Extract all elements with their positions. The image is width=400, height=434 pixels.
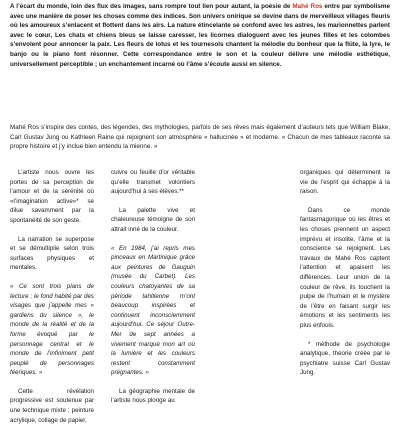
col1-paragraph: L’artiste nous ouvre les portes de sa perception de l’amour et de la sérénité où «l’imagination active»* se dilue savamment par la spontanéité de son geste. (10, 169, 94, 224)
col1-quote: « Ce sont trois plans de lecture ; le fond habité par des visages que j’appelle mes « gardiens du silence », le monde de la réalité et de la forme évoqué par le personnage central et le monde de l’infiniment petit peuplé de personnages féeriques. » (10, 282, 94, 377)
col1-paragraph: Cette révélation progressive est soutenue par une technique mixte ; peinture acrylique, collage de papier, (10, 387, 94, 424)
inspiration-paragraph: Mahé Ros s’inspire des contes, des légendes, des mythologies, parfois de ses rêves mais également d’auteurs tels que William Blake, Carl Gustav Jung ou Kathleen Raine qui rejoignent son atmosphère « hallucinée » et moderne. « Chacun de mes tableaux raconte sa propre histoire et j’y inclue bien entendu la mienne. » (10, 124, 390, 151)
intro-paragraph (10, 2, 390, 69)
artist-name-highlight: Mahé Ros (292, 3, 323, 10)
col2-quote: « En 1984, j’ai repris mes pinceaux en Martinique grâce aux peintures de Gauguin (musée du Carbet). Les couleurs chatoyantes de sa période tahitienne m’ont beaucoup inspirées et continuent inconsciemment aujourd’hui. Ce séjour Outre-Mer de sept années a vivement marqué mon art où la lumière et les couleurs restent constamment prégnantes. » (111, 244, 195, 377)
intro-text-start: A l’écart du monde, loin des flux des images, sans rompre tout lien pour autant, la poésie de (10, 3, 293, 10)
column-4 (300, 168, 390, 387)
col2-paragraph: cuivre ou feuille d’or véritable qu’elle transmet volontiers aujourd’hui à ses élèves.** (111, 169, 195, 196)
col2-paragraph: La géographie mentale de l’artiste nous plonge au (111, 387, 195, 405)
footnote: * méthode de psychologie analytique, théorie créée par le psychiatre suisse Carl Gustav Jung. (300, 340, 390, 377)
intro-text-rest: entre par symbolisme avec une manière de poser les choses comme des indices. Son univers onirique se devine dans de merveilleux villages fleuris où les amoureux s’enlacent et flottent dans les airs. La nature étincelante se confond avec les astres, les marionnettes parlent avec le cœur, Les chats et chiens bleus se laisse caresser, les licornes dialoguent avec les jeunes filles et les colombes s’envolent pour annoncer la paix. Les fleurs de lotus et les tournesols chantent la mélodie du bonheur que la flûte, la lyre, le banjo ou le piano font résonner. Cette correspondance entre le son et la couleur délivre une mélodie esthétique, universellement perceptible ; un enchantement incarné où l’âme s’écoute aussi en silence. (10, 3, 391, 68)
col3-paragraph: Dans ce monde fantasmagorique où les êtres et les choses prennent un aspect imprévu et insolite, l’âme et la conscience se rejoignent. Les travaux de Mahé Ros captent l’attention et apaisent les différences. Leur union de la couleur de rêve, ils touchent la pulpe de l’humain et le mystère de l’être en faisant surgir les émotions et les sentiments les plus enfouis. (300, 206, 390, 329)
column-1 (10, 168, 94, 434)
col1-paragraph: La narration se superpose et se démultiplie selon trois surfaces physiques et mentales. (10, 235, 94, 272)
column-2 (111, 168, 195, 415)
col3-paragraph: organiques qui déterminent la vie de l’esprit qui échappe à la raison. (300, 169, 390, 196)
col2-paragraph: La palette vive et chaleureuse témoigne de son attrait inné de la couleur. (111, 206, 195, 233)
